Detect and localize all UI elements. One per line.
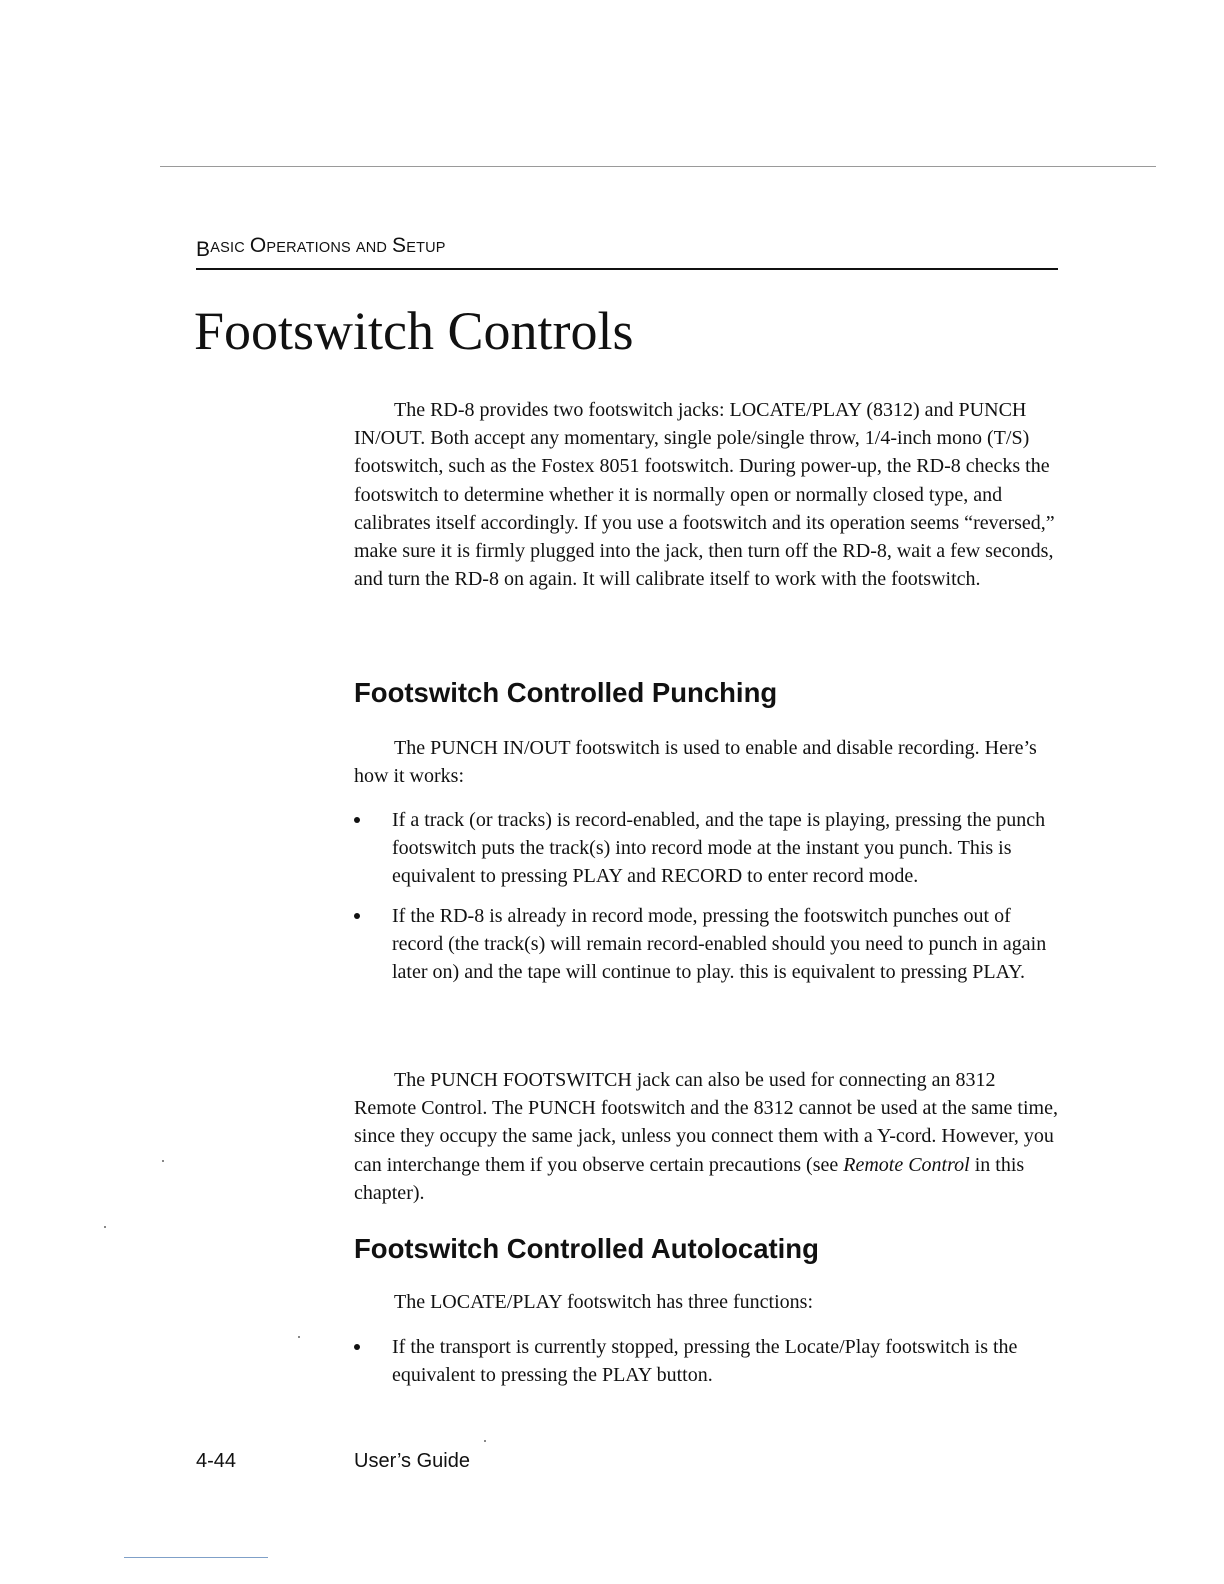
running-head [196,234,446,261]
running-head-initial-b: B [196,238,211,261]
bullet-text: If a track (or tracks) is record-enabled, and the tape is playing, pressing the punch footswitch puts the track(s) into record mode at the instant you punch. This is equivalent to pressing PLAY and RECORD to enter record mode. [392,809,1046,887]
bullet-text: If the transport is currently stopped, pressing the Locate/Play footswitch is the equivalent to pressing the PLAY button. [392,1336,1018,1386]
running-head-perations: PERATIONS [266,240,351,256]
closing-text-after: in this chapter). [354,1153,1025,1204]
bottom-edge-rule [124,1557,268,1558]
autolocating-lead-paragraph: The LOCATE/PLAY footswitch has three functions: [394,1291,814,1313]
scan-speck [162,1160,164,1162]
autolocating-bullet-list [354,1333,1054,1389]
running-head-etup: ETUP [406,240,446,256]
page-number: 4-44 [196,1450,237,1472]
punching-bullet-list [354,806,1054,986]
section-heading-autolocating: Footswitch Controlled Autolocating [354,1233,819,1264]
bullet-text: If the RD-8 is already in record mode, pressing the footswitch punches out of record (the track(s) will remain record-enabled should you need to punch in again later on) and the tape will continue to play. this is equivalent to pressing PLAY. [392,905,1047,983]
section-heading-punching: Footswitch Controlled Punching [354,677,778,708]
list-item [354,902,1054,986]
bullet-icon [354,913,360,919]
top-rule [160,166,1156,167]
remote-control-reference: Remote Control [843,1153,970,1176]
scan-speck [484,1440,486,1442]
closing-text-before: The PUNCH FOOTSWITCH jack can also be used for connecting an 8312 Remote Control. The PUNCH footswitch and the 8312 cannot be used at the same time, since they occupy the same jack, unless you connect them with a Y-cord. However, you can interchange them if you observe certain precautions (see [354,1069,1058,1176]
scan-speck [298,1336,300,1338]
running-head-and: AND [355,240,388,256]
bullet-icon [354,1344,360,1350]
scan-speck [104,1226,106,1228]
page-title: Footswitch Controls [194,301,634,361]
list-item [354,806,1054,890]
running-head-asic: ASIC [210,240,245,256]
bullet-icon [354,817,360,823]
punching-lead-paragraph: The PUNCH IN/OUT footswitch is used to enable and disable recording. Here’s how it works: [354,737,1037,788]
intro-paragraph: The RD-8 provides two footswitch jacks: LOCATE/PLAY (8312) and PUNCH IN/OUT. Both accept any momentary, single pole/single throw, 1/4-inch mono (T/S) footswitch, such as the Fostex 8051 footswitch. During power-up, the RD-8 checks the footswitch to determine whether it is normally open or normally closed type, and calibrates itself accordingly. If you use a footswitch and its operation seems “reversed,” make sure it is firmly plugged into the jack, then turn off the RD-8, wait a few seconds, and turn the RD-8 on again. It will calibrate itself to work with the footswitch. [354,399,1055,591]
punching-closing-paragraph [354,1066,1062,1207]
footer-guide-title: User’s Guide [354,1450,470,1472]
list-item [354,1333,1054,1389]
running-head-initial-o: O [249,234,267,257]
header-rule [196,268,1058,270]
running-head-initial-s: S [391,234,407,257]
